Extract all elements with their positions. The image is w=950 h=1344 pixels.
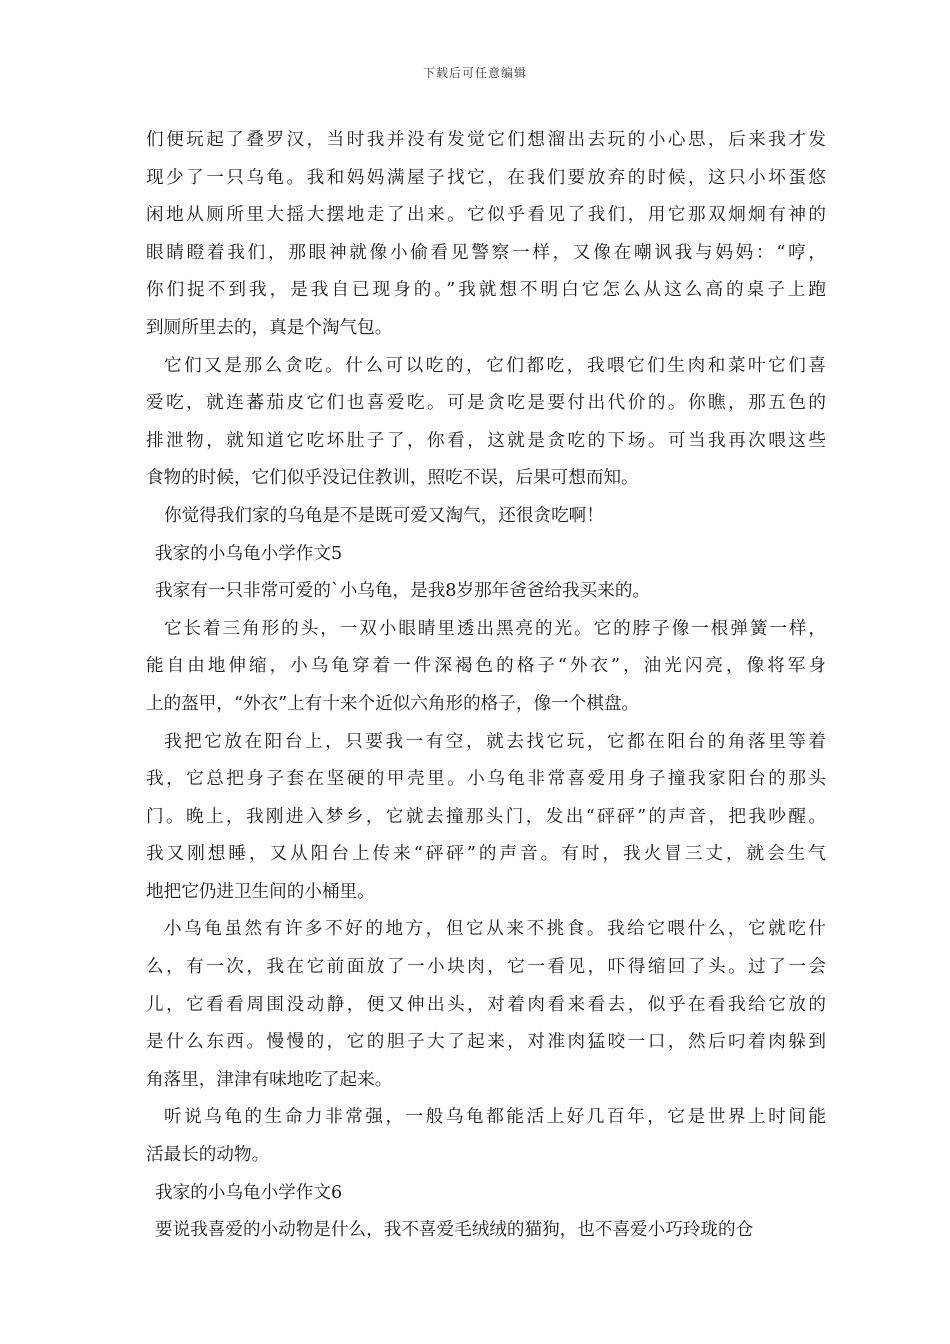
text-line: 能自由地伸缩，小乌龟穿着一件深褐色的格子“外衣”，油光闪亮，像将军身 [146, 656, 826, 677]
text-line: 现少了一只乌龟。我和妈妈满屋子找它，在我们要放弃的时候，这只小坏蛋悠 [146, 167, 826, 188]
text-line: 听说乌龟的生命力非常强，一般乌龟都能活上好几百年，它是世界上时间能 [164, 1107, 826, 1128]
text-line: 我家有一只非常可爱的`小乌龟，是我8岁那年爸爸给我买来的。 [155, 581, 651, 602]
text-line: 地把它仍进卫生间的小桶里。 [146, 881, 375, 902]
text-line: 我把它放在阳台上，只要我一有空，就去找它玩，它都在阳台的角落里等着 [164, 731, 826, 752]
text-line: 活最长的动物。 [146, 1145, 270, 1166]
text-line: 眼睛瞪着我们，那眼神就像小偷看见警察一样，又像在嘲讽我与妈妈：“哼， [146, 242, 826, 263]
document-body [146, 122, 826, 1250]
text-line: 排泄物，就知道它吃坏肚子了，你看，这就是贪吃的下场。可当我再次喂这些 [146, 430, 826, 451]
text-line: 它们又是那么贪吃。什么可以吃的，它们都吃，我喂它们生肉和菜叶它们喜 [164, 355, 826, 376]
page-header-note: 下载后可任意编辑 [422, 66, 527, 80]
text-line: 你觉得我们家的乌龟是不是既可爱又淘气，还很贪吃啊！ [164, 505, 604, 526]
text-line: 爱吃，就连蕃茄皮它们也喜爱吃。可是贪吃是要付出代价的。你瞧，那五色的 [146, 393, 826, 414]
text-line: 儿，它看看周围没动静，便又伸出头，对着肉看来看去，似乎在看我给它放的 [146, 994, 826, 1015]
text-line: 么，有一次，我在它前面放了一小块肉，它一看见，吓得缩回了头。过了一会 [146, 957, 826, 978]
text-line: 闲地从厕所里大摇大摆地走了出来。它似乎看见了我们，用它那双炯炯有神的 [146, 205, 826, 226]
text-line: 门。晚上，我刚进入梦乡，它就去撞那头门，发出“砰砰”的声音，把我吵醒。 [146, 806, 826, 827]
text-line: 们便玩起了叠罗汉，当时我并没有发觉它们想溜出去玩的小心思，后来我才发 [146, 130, 826, 150]
text-line: 是什么东西。慢慢的，它的胆子大了起来，对准肉猛咬一口，然后叼着肉躲到 [146, 1032, 826, 1053]
text-line: 要说我喜爱的小动物是什么，我不喜爱毛绒绒的猫狗，也不喜爱小巧玲珑的仓 [155, 1220, 754, 1241]
text-line: 我，它总把身子套在坚硬的甲壳里。小乌龟非常喜爱用身子撞我家阳台的那头 [146, 769, 826, 790]
text-line: 我家的小乌龟小学作文5 [155, 543, 343, 564]
text-line: 我家的小乌龟小学作文6 [155, 1182, 343, 1203]
text-line: 角落里，津津有味地吃了起来。 [146, 1069, 393, 1090]
text-line: 小乌龟虽然有许多不好的地方，但它从来不挑食。我给它喂什么，它就吃什 [164, 919, 826, 940]
text-line: 我又刚想睡，又从阳台上传来“砰砰”的声音。有时，我火冒三丈，就会生气 [146, 844, 826, 865]
text-line: 食物的时候，它们似乎没记住教训，照吃不误，后果可想而知。 [146, 468, 639, 489]
text-line: 上的盔甲，“外衣”上有十来个近似六角形的格子，像一个棋盘。 [146, 693, 640, 714]
text-line: 到厕所里去的，真是个淘气包。 [146, 317, 393, 338]
text-line: 你们捉不到我，是我自已现身的。”我就想不明白它怎么从这么高的桌子上跑 [146, 280, 826, 301]
text-line: 它长着三角形的头，一双小眼睛里透出黑亮的光。它的脖子像一根弹簧一样， [164, 618, 826, 639]
